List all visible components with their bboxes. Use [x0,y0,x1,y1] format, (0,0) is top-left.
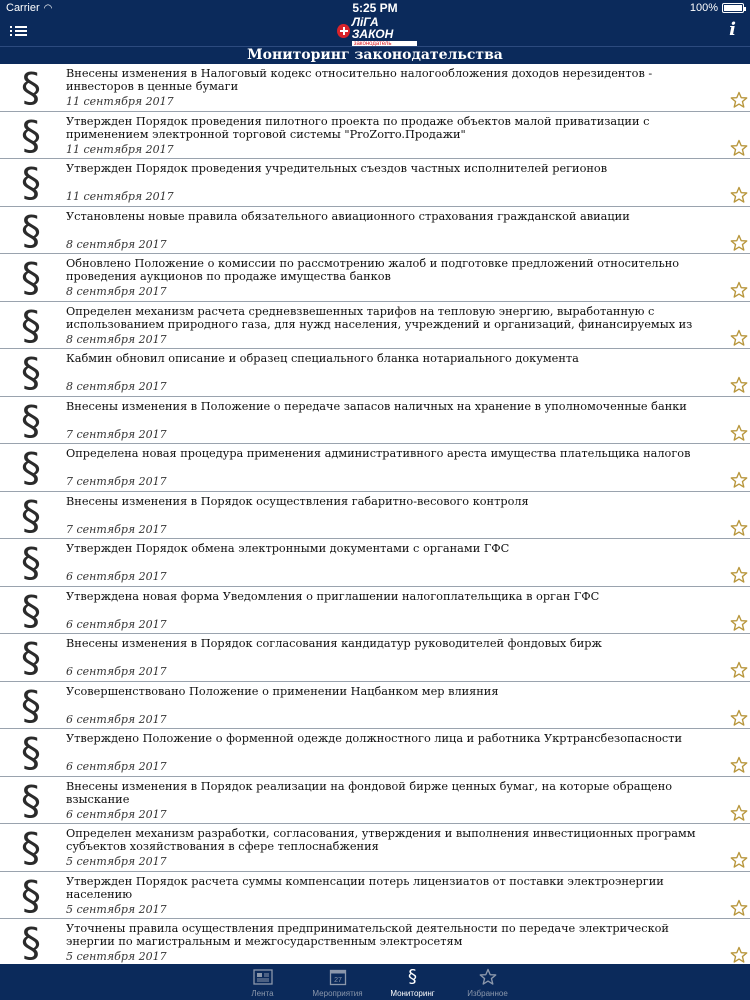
list-item[interactable] [0,207,750,255]
paragraph-icon: § [21,302,41,349]
item-title: Установлены новые правила обязательного авиационного страхования гражданской авиации [66,209,630,223]
item-title: Утвержден Порядок проведения учредительных съездов частных исполнителей регионов [66,162,608,175]
paragraph-icon: § [21,397,41,444]
nav-bar [0,16,750,46]
paragraph-icon: § [21,160,41,206]
tab-newspaper[interactable] [225,964,300,1000]
item-title: Внесены изменения в Налоговый кодекс относительно налогообложения доходов нерезидентов - инвесторов в ценные бумаги [66,67,653,93]
paragraph-icon: § [21,587,41,634]
tab-label: Избранное [467,989,508,998]
paragraph-icon: § [21,777,41,824]
logo-main-text: ЛіГА ЗАКОН [351,14,394,41]
tab-paragraph[interactable] [375,964,450,1000]
item-date: 5 сентября 2017 [66,950,167,963]
carrier-label: Carrier [6,2,40,14]
tab-label: Мониторинг [390,989,435,998]
list-item[interactable] [0,539,750,587]
item-date: 8 сентября 2017 [66,380,167,393]
status-right [690,2,744,14]
list-item[interactable] [0,254,750,302]
paragraph-icon: § [21,825,41,871]
list-item[interactable] [0,112,750,160]
list-item[interactable] [0,349,750,397]
favorite-star-icon[interactable] [730,566,748,584]
item-title: Определен механизм разработки, согласования, утверждения и выполнения инвестиционных программ субъектов хозяйствования в сфере теплоснабжения [66,827,696,853]
list-item[interactable] [0,682,750,730]
paragraph-icon: § [21,112,41,159]
item-title: Внесены изменения в Положение о передаче запасов наличных на хранение в уполномоченные банки [66,399,687,413]
list-item[interactable] [0,872,750,920]
item-title: Утвержден Порядок проведения пилотного проекта по продаже объектов малой приватизации с применением электронной торговой системы "ProZorro.Продажи" [66,114,650,141]
section-title: Мониторинг законодательства [0,46,750,64]
item-date: 8 сентября 2017 [66,332,167,346]
tab-bar [0,964,750,1000]
favorite-star-icon[interactable] [730,376,748,394]
favorite-star-icon[interactable] [730,281,748,299]
status-bar [0,0,750,16]
info-button[interactable]: i [729,19,736,40]
favorite-star-icon[interactable] [730,946,748,964]
item-title: Утверждено Положение о форменной одежде должностного лица и работника Укртрансбезопасности [66,732,683,745]
favorite-star-icon[interactable] [730,186,748,204]
list-item[interactable] [0,919,750,964]
item-title: Утвержден Порядок обмена электронными документами с органами ГФС [66,542,510,555]
favorite-star-icon[interactable] [730,851,748,869]
item-title: Внесены изменения в Порядок осуществления габаритно-весового контроля [66,494,529,508]
calendar-icon [329,967,347,987]
item-title: Утверждена новая форма Уведомления о приглашении налогоплательщика в орган ГФС [66,589,600,603]
battery-fill [724,5,742,11]
favorite-star-icon[interactable] [730,424,748,442]
list-item[interactable] [0,302,750,350]
item-title: Кабмин обновил описание и образец специального бланка нотариального документа [66,352,579,365]
item-date: 6 сентября 2017 [66,807,167,821]
paragraph-icon: § [21,635,41,681]
favorite-star-icon[interactable] [730,329,748,347]
favorite-star-icon[interactable] [730,139,748,157]
item-date: 5 сентября 2017 [66,902,167,916]
item-date: 8 сентября 2017 [66,237,167,251]
paragraph-icon: § [21,492,41,539]
favorite-star-icon[interactable] [730,804,748,822]
item-title: Внесены изменения в Порядок реализации на фондовой бирже ценных бумаг, на которые обращено взыскание [66,779,673,806]
star-icon [479,967,497,987]
favorite-star-icon[interactable] [730,756,748,774]
item-date: 6 сентября 2017 [66,617,167,631]
svg-text:27: 27 [333,977,342,984]
item-date: 5 сентября 2017 [66,855,167,868]
list-item[interactable] [0,397,750,445]
paragraph-icon: § [21,255,41,301]
favorite-star-icon[interactable] [730,471,748,489]
list-item[interactable] [0,729,750,777]
list-item[interactable] [0,64,750,112]
item-date: 7 сентября 2017 [66,522,167,536]
paragraph-icon: § [21,350,41,396]
item-date: 6 сентября 2017 [66,712,167,726]
tab-star[interactable] [450,964,525,1000]
menu-icon[interactable] [10,22,32,40]
favorite-star-icon[interactable] [730,234,748,252]
logo-sub-text: законодатель [352,41,417,47]
paragraph-icon: § [21,65,41,111]
item-date: 6 сентября 2017 [66,760,167,773]
list-item[interactable] [0,159,750,207]
newspaper-icon [253,967,273,987]
tab-label: Лента [251,989,274,998]
favorite-star-icon[interactable] [730,91,748,109]
wifi-icon: ◠ [43,2,53,14]
favorite-star-icon[interactable] [730,519,748,537]
paragraph-icon: § [408,966,417,987]
list-item[interactable] [0,587,750,635]
item-date: 8 сентября 2017 [66,285,167,298]
favorite-star-icon[interactable] [730,709,748,727]
paragraph-icon: § [21,540,41,586]
item-title: Определен механизм расчета средневзвешенных тарифов на тепловую энергию, выработанную с использованием природного газа, для нужд населения, учреждений и организаций, финансируемых из [66,304,693,331]
item-title: Утвержден Порядок расчета суммы компенсации потерь лицензиатов от поставки электроэнергии населению [66,874,664,901]
item-date: 6 сентября 2017 [66,665,167,678]
item-date: 11 сентября 2017 [66,190,174,203]
item-date: 11 сентября 2017 [66,95,174,108]
tab-label: Мероприятия [312,989,363,998]
paragraph-icon: § [21,207,41,254]
battery-percent: 100% [689,2,718,14]
paragraph-icon: § [21,682,41,729]
favorite-star-icon[interactable] [730,614,748,632]
list-item[interactable] [0,824,750,872]
list-item[interactable] [0,492,750,540]
item-title: Уточнены правила осуществления предпринимательской деятельности по передаче электрической энергии по магистральным и межгосударственным электросетям [66,922,669,948]
tab-calendar[interactable] [300,964,375,1000]
monitoring-list[interactable] [0,64,750,964]
favorite-star-icon[interactable] [730,899,748,917]
favorite-star-icon[interactable] [730,661,748,679]
item-title: Определена новая процедура применения административного ареста имущества плательщика налогов [66,447,691,460]
list-item[interactable] [0,634,750,682]
list-item[interactable] [0,777,750,825]
item-date: 7 сентября 2017 [66,475,167,488]
paragraph-icon: § [21,445,41,491]
logo-cross-icon [337,24,350,38]
item-title: Усовершенствовано Положение о применении Нацбанком мер влияния [66,684,499,698]
liga-zakon-logo [337,14,417,47]
list-item[interactable] [0,444,750,492]
paragraph-icon: § [21,872,41,919]
item-date: 7 сентября 2017 [66,427,167,441]
paragraph-icon: § [21,730,41,776]
item-date: 11 сентября 2017 [66,142,174,156]
status-time: 5:25 PM [352,1,398,15]
item-date: 6 сентября 2017 [66,570,167,583]
paragraph-icon: § [21,920,41,964]
battery-icon [722,3,744,13]
logo-text [352,16,417,47]
item-title: Обновлено Положение о комиссии по рассмотрению жалоб и подготовке предложений относительно проведения аукционов по продаже имущества банков [66,257,680,283]
item-title: Внесены изменения в Порядок согласования кандидатур руководителей фондовых бирж [66,637,602,650]
